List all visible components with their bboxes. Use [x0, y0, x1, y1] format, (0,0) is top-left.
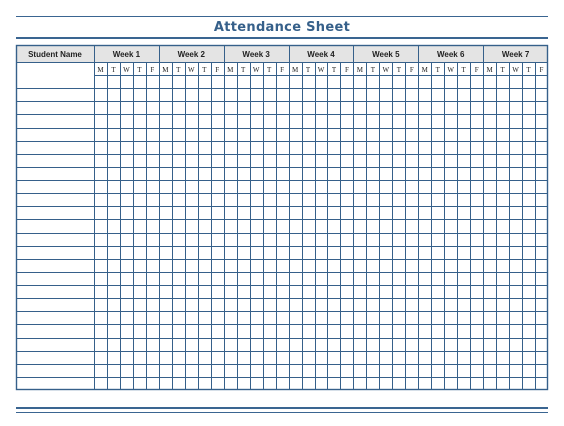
week-header: Week 3 — [242, 50, 270, 59]
week-header: Week 5 — [372, 50, 400, 59]
day-label: F — [474, 66, 479, 74]
day-label: T — [137, 66, 142, 74]
day-label: W — [317, 66, 325, 74]
week-header: Week 7 — [501, 50, 530, 59]
day-label: T — [500, 66, 505, 74]
day-label: F — [539, 66, 544, 74]
week-header: Week 4 — [307, 50, 335, 59]
day-label: F — [150, 66, 155, 74]
day-label: T — [176, 66, 181, 74]
day-label: M — [227, 66, 234, 74]
day-label: T — [526, 66, 531, 74]
day-label: T — [461, 66, 466, 74]
header-band — [16, 45, 548, 62]
day-label: W — [187, 66, 195, 74]
day-label: F — [280, 66, 285, 74]
day-label: T — [202, 66, 207, 74]
page-title: Attendance Sheet — [213, 20, 351, 35]
day-label: W — [512, 66, 519, 74]
day-label: T — [305, 66, 311, 74]
bottom-rule-thin — [16, 412, 548, 413]
week-header: Week 2 — [177, 50, 206, 59]
day-label: T — [370, 66, 376, 74]
day-label: M — [486, 66, 493, 74]
day-label: W — [252, 66, 260, 74]
bottom-rule — [16, 407, 548, 409]
day-label: W — [123, 66, 130, 74]
day-label: M — [356, 66, 364, 74]
day-label: M — [162, 66, 169, 74]
week-header: Week 1 — [112, 50, 141, 59]
week-header: Week 6 — [436, 50, 465, 59]
table-border — [17, 46, 548, 390]
day-label: T — [331, 66, 337, 74]
day-label: T — [396, 66, 401, 74]
day-label: W — [447, 66, 455, 74]
day-label: T — [111, 66, 116, 74]
day-label: W — [382, 66, 390, 74]
day-label: M — [421, 66, 428, 74]
student-name-header: Student Name — [28, 50, 82, 59]
day-label: F — [409, 66, 414, 74]
day-label: M — [97, 66, 104, 74]
day-label: T — [266, 66, 272, 74]
day-label: F — [344, 66, 349, 74]
day-label: T — [241, 66, 246, 74]
day-label: M — [291, 66, 299, 74]
day-label: T — [435, 66, 440, 74]
day-label: F — [215, 66, 220, 74]
